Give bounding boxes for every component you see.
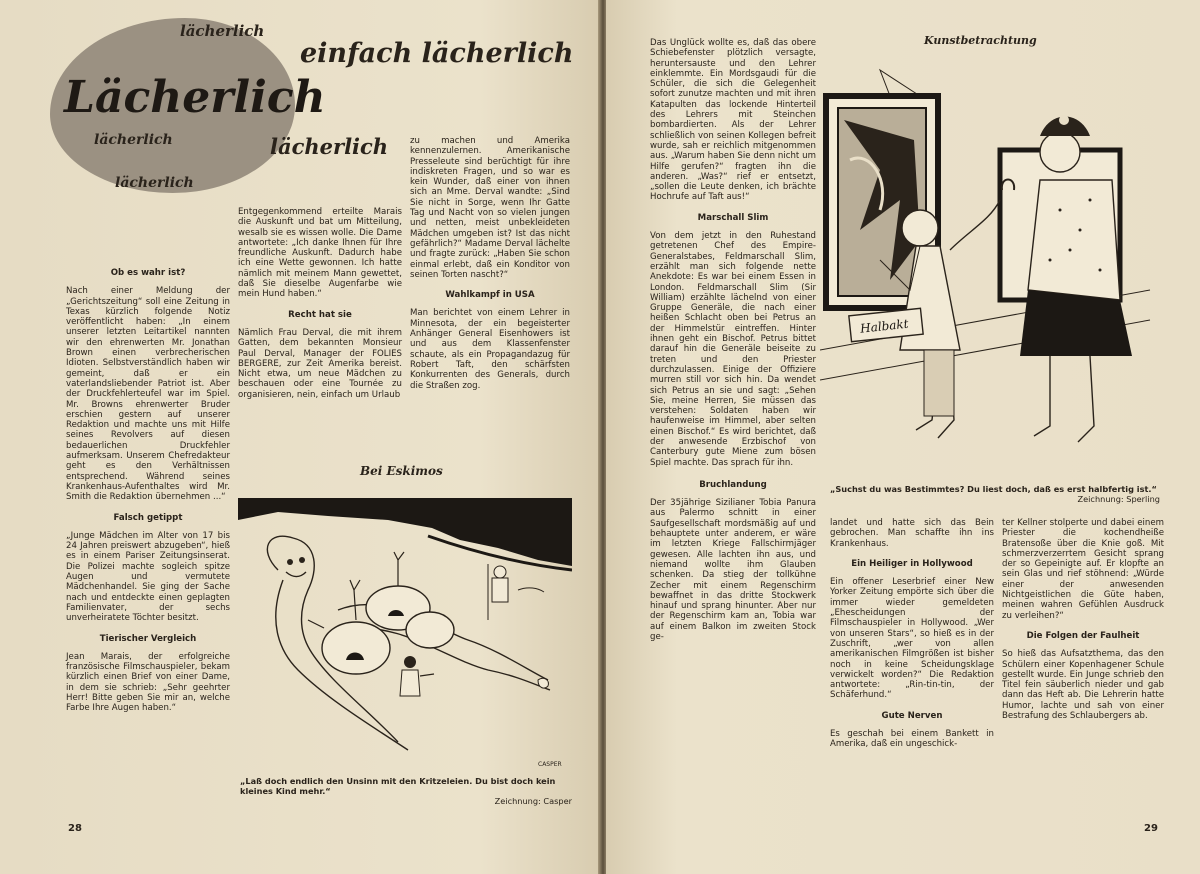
eskimo-caption-text: „Laß doch endlich den Unsinn mit den Kritzeleien. Du bist doch kein kleines Kind mehr.“ bbox=[240, 776, 556, 796]
left-column-2 bbox=[238, 207, 402, 400]
heading-recht-hat-sie: Recht hat sie bbox=[288, 309, 352, 320]
title-main: Lächerlich bbox=[64, 72, 326, 123]
heading-bruchlandung: Bruchlandung bbox=[699, 479, 767, 490]
heading-gute-nerven: Gute Nerven bbox=[881, 710, 943, 721]
article-falsch-getippt: „Junge Mädchen im Alter von 17 bis 24 Jahren preiswert abzugeben“, hieß es in einem Pariser Zeitungsinserat. Die Polizei machte sogleich spitze Augen und vermutete Mädchenhandel. Sie ging der Sache nach und entdeckte einen geplagten Familienvater, der sechs unverheiratete Töchter besitzt. bbox=[66, 530, 230, 624]
frame-label-halbakt: Halbakt bbox=[859, 316, 910, 336]
article-tierischer-vergleich: Jean Marais, der erfolgreiche französische Filmschauspieler, bekam kürzlich einen Brief von einer Dame, in dem sie schrieb: „Sehr geehrter Herr! Bitte geben Sie mir an, welche Farbe Ihre Augen haben.“ bbox=[66, 651, 230, 714]
cartoon-title-kunstbetrachtung: Kunstbetrachtung bbox=[924, 34, 1037, 47]
heading-wahlkampf: Wahlkampf in USA bbox=[445, 290, 535, 301]
article-heiliger-hollywood: Ein offener Leserbrief einer New Yorker Zeitung empörte sich über die immer wieder gemeldeten „Ehescheidungen der Filmschauspieler in Hollywood. „Wer von unseren Stars“, so hieß es in der Zuschrift, „wer von allen amerikanischen Filmgrößen ist bisher noch in keine Scheidungsklage verwickelt worden?“ Die Redaktion antwortete: „Rin-tin-tin, der Schäferhund.“ bbox=[830, 577, 994, 701]
eskimo-cartoon bbox=[238, 480, 572, 776]
kunstbetrachtung-cartoon bbox=[820, 50, 1160, 470]
kunst-caption bbox=[830, 484, 1160, 504]
title-big: einfach lächerlich bbox=[300, 38, 574, 69]
heading-marschall-slim: Marschall Slim bbox=[697, 212, 769, 223]
right-column-3 bbox=[1002, 518, 1164, 721]
cartoon-signature-casper: CASPER bbox=[538, 761, 562, 768]
heading-ob-es-wahr: Ob es wahr ist? bbox=[110, 268, 186, 278]
page-number-left: 28 bbox=[68, 823, 82, 834]
left-column-3 bbox=[410, 136, 570, 391]
left-column-1 bbox=[66, 258, 230, 714]
page-number-right: 29 bbox=[1144, 823, 1158, 834]
right-column-1 bbox=[650, 38, 816, 642]
title-small-1: lächerlich bbox=[180, 22, 265, 40]
article-wahlkampf-cont: Das Unglück wollte es, daß das obere Schiebefenster plötzlich versagte, heruntersauste und den Lehrer einklemmte. Ein Mordsgaudi für die Schüler, die sich die Gelegenheit sofort zunutze machten und mit ihren Katapulten das lockende Hinterteil des Lehrers mit Steinchen bombardierten. Als der Lehrer schließlich von seinen Kollegen befreit wurde, sah er reichlich mitgenommen aus. „Warum haben Sie denn nicht um Hilfe gerufen?“ fragten ihn die anderen. „Was?“ rief er entsetzt, „sollen die Leute denken, ich brächte Hochrufe auf Taft aus!“ bbox=[650, 38, 816, 203]
eskimo-caption bbox=[240, 776, 572, 806]
article-gute-nerven: Es geschah bei einem Bankett in Amerika, daß ein ungeschick- bbox=[830, 729, 994, 750]
heading-falsch-getippt: Falsch getippt bbox=[113, 512, 183, 523]
right-page bbox=[606, 0, 1200, 874]
article-marais-cont: Entgegenkommend erteilte Marais die Auskunft und bat um Mitteilung, wesalb sie es wissen wolle. Die Dame antwortete: „Ich danke Ihnen für Ihre freundliche Auskunft. Dadurch habe ich eine Wette gewonnen. Ich hatte nämlich mit meinem Mann gewettet, daß Sie dieselbe Augenfarbe wie mein Hund haben.“ bbox=[238, 207, 402, 300]
title-small-3: lächerlich bbox=[270, 134, 389, 159]
title-small-2: lächerlich bbox=[94, 132, 173, 148]
article-bruchlandung-cont: landet und hatte sich das Bein gebrochen. Man schaffte ihn ins Krankenhaus. bbox=[830, 518, 994, 549]
kunst-credit: Zeichnung: Sperling bbox=[1077, 494, 1160, 504]
eskimo-credit: Zeichnung: Casper bbox=[494, 796, 572, 806]
heading-folgen-faulheit: Die Folgen der Faulheit bbox=[1026, 630, 1140, 641]
article-gute-nerven-cont: ter Kellner stolperte und dabei einem Priester die kochendheiße Bratensoße über die Knie goß. Mit schmerzverzerrtem Gesicht sprang der so Gepeinigte auf. Er klopfte an sein Glas und rief stöhnend: „Würde einer der anwesenden Nichtgeistlichen die Güte haben, meinen wahren Gefühlen Ausdruck zu verleihen?“ bbox=[1002, 518, 1164, 621]
article-derval-cont: zu machen und Amerika kennenzulernen. Amerikanische Presseleute sind berüchtigt für ihre indiskreten Fragen, und so war es kein Wunder, daß einer von ihnen sich an Mme. Derval wandte: „Sind Sie nicht in Sorge, wenn Ihr Gatte Tag und Nacht von so vielen jungen und netten, meist unbekleideten Mädchen umgeben ist? Ist das nicht gefährlich?“ Madame Derval lächelte und fragte zurück: „Haben Sie schon einmal erlebt, daß ein Konditor von seinen Torten nascht?“ bbox=[410, 136, 570, 280]
title-small-4: lächerlich bbox=[115, 175, 194, 191]
right-column-2 bbox=[830, 518, 994, 750]
heading-heiliger-hollywood: Ein Heiliger in Hollywood bbox=[851, 558, 973, 569]
heading-tierischer-vergleich: Tierischer Vergleich bbox=[99, 633, 197, 644]
article-ob-es-wahr: Nach einer Meldung der „Gerichtszeitung“ soll eine Zeitung in Texas kürzlich folgende Notiz veröffentlicht haben: „In einem unserer letzten Leitartikel nannten wir den ehrenwerten Mr. Jonathan Brown einen verbrecherischen Idioten. Selbstverständlich haben wir gemeint, daß er ein vaterlandsliebender Patriot ist. Aber der Druckfehlerteufel war im Spiel. Mr. Browns ehrenwerter Bruder erschien gestern auf unserer Redaktion und machte uns mit Hilfe seines Revolvers auf diesen bedauerlichen Druckfehler aufmerksam. Unserem Chefredakteur geht es den Verhältnissen entsprechend. Während seines Krankenhaus-Aufenthaltes wird Mr. Smith die Redaktion übernehmen ...“ bbox=[66, 286, 230, 503]
article-bruchlandung: Der 35jährige Sizilianer Tobia Panura aus Palermo schnitt in einer Saufgesellschaft mordsmäßig auf und behauptete unter anderem, er wäre im letzten Kriege Fallschirmjäger gewesen. Alle lachten ihn aus, und niemand wollte ihm Glauben schenken. Da stieg der tollkühne Zecher mit einem Regenschirm bewaffnet in das dritte Stockwerk hinauf und sprang hinunter. Aber nur der Regenschirm kam an, Tobia war auf einem Balkon im zweiten Stock ge- bbox=[650, 498, 816, 643]
article-folgen-faulheit: So hieß das Aufsatzthema, das den Schülern einer Kopenhagener Schule gestellt wurde. Ein Junge schrieb den Titel fein säuberlich nieder und gab dann das Heft ab. Die Lehrerin hatte Humor, lachte und sah von einer Bestrafung des Schlaubergers ab. bbox=[1002, 649, 1164, 722]
article-marschall-slim: Von dem jetzt in den Ruhestand getretenen Chef des Empire-Generalstabes, Feldmarschall Slim, erzählt man sich folgende nette Anekdote: Es war bei einem Essen in London. Feldmarschall Slim (Sir William) erzählte lächelnd von einer Gruppe Generäle, die nach einer heißen Schlacht oben bei Petrus an der Himmelstür eintreffen. Hinter ihnen geht ein Bischof. Petrus bittet darauf hin die Generäle beiseite zu treten und den Priester durchzulassen. Einige der Offiziere murren still vor sich hin. Da wendet sich Petrus an sie und sagt: „Sehen Sie, meine Herren, Sie müssen das verstehen: Soldaten haben wir haufenweise im Himmel, aber selten einen Bischof.“ Es wird berichtet, daß der anwesende Erzbischof von Canterbury gute Miene zum bösen Spiel machte. Das sprach für ihn. bbox=[650, 231, 816, 468]
article-wahlkampf: Man berichtet von einem Lehrer in Minnesota, der ein begeisterter Anhänger General Eisenhowers ist und aus dem Klassenfenster schaute, als ein Propagandazug für Robert Taft, den schärfsten Konkurrenten des Generals, durch die Straßen zog. bbox=[410, 308, 570, 391]
article-recht-hat-sie: Nämlich Frau Derval, die mit ihrem Gatten, dem bekannten Monsieur Paul Derval, Manager der FOLIES BERGERE, zur Zeit Amerika bereist. Nicht etwa, um neue Mädchen zu beschauen oder eine Tournée zu organisieren, nein, einfach um Urlaub bbox=[238, 327, 402, 400]
kunst-caption-text: „Suchst du was Bestimmtes? Du liest doch, daß es erst halbfertig ist.“ bbox=[830, 484, 1157, 494]
cartoon-title-eskimos: Bei Eskimos bbox=[360, 464, 443, 478]
